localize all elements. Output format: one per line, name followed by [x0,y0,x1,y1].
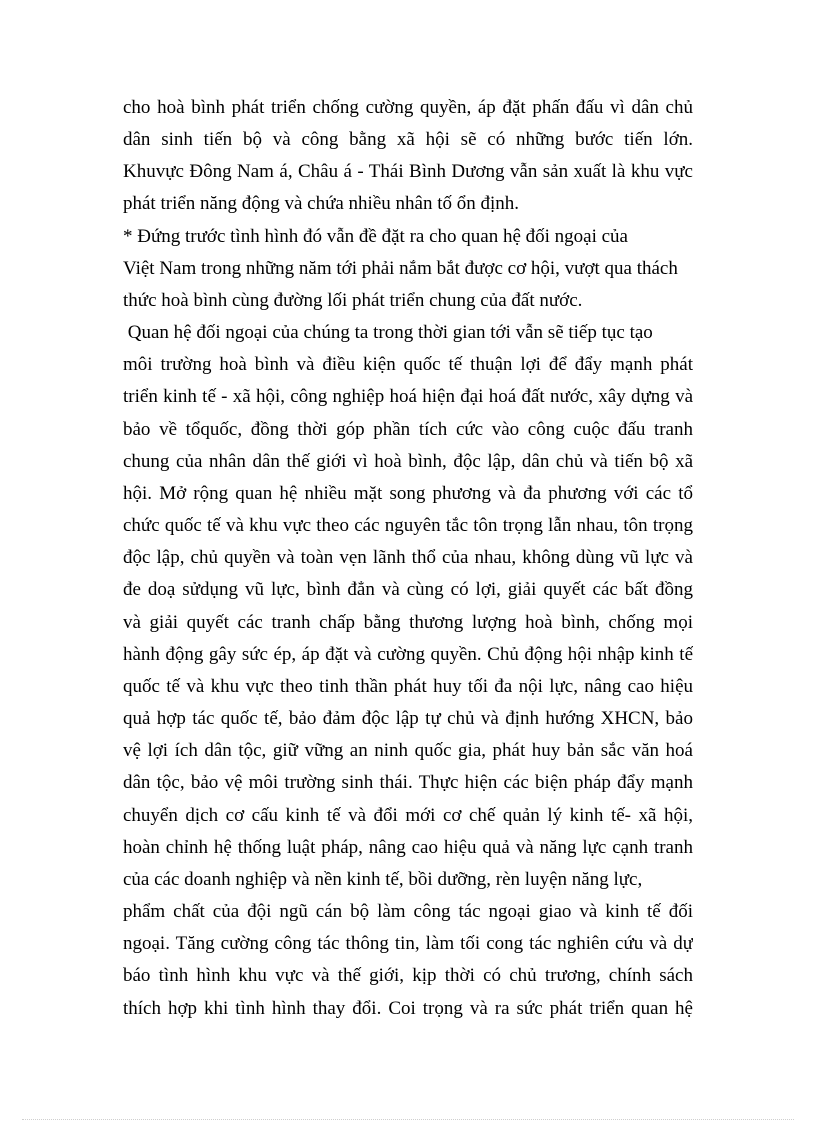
page-bottom-border [22,1119,794,1120]
text-line: Việt Nam trong những năm tới phải nắm bắt được cơ hội, vượt qua thách [123,258,678,279]
text-line: và giải quyết các tranh chấp bằng thương lượng hoà bình, chống mọi [123,612,693,633]
text-line: hoàn chỉnh hệ thống luật pháp, nâng cao hiệu quả và năng lực cạnh tranh [123,837,693,858]
text-line: chuyển dịch cơ cấu kinh tế và đổi mới cơ chế quản lý kinh tế- xã hội, [123,805,693,826]
text-line: phẩm chất của đội ngũ cán bộ làm công tác ngoại giao và kinh tế đối [123,901,693,922]
text-line: độc lập, chủ quyền và toàn vẹn lãnh thổ của nhau, không dùng vũ lực và [123,547,693,568]
text-line: dân tộc, bảo vệ môi trường sinh thái. Thực hiện các biện pháp đẩy mạnh [123,772,693,793]
text-line: Quan hệ đối ngoại của chúng ta trong thời gian tới vẫn sẽ tiếp tục tạo [123,322,653,343]
text-line: báo tình hình khu vực và thế giới, kịp thời có chủ trương, chính sách [123,965,693,986]
text-line: môi trường hoà bình và điều kiện quốc tế thuận lợi để đẩy mạnh phát [123,354,693,375]
text-line: hội. Mở rộng quan hệ nhiều mặt song phương và đa phương với các tổ [123,483,693,504]
text-line: * Đứng trước tình hình đó vẫn đề đặt ra cho quan hệ đối ngoại của [123,226,628,247]
text-line: đe doạ sửdụng vũ lực, bình đẳn và cùng có lợi, giải quyết các bất đồng [123,579,693,600]
text-line: của các doanh nghiệp và nền kinh tế, bồi dưỡng, rèn luyện năng lực, [123,869,643,890]
text-line: quốc tế và khu vực theo tinh thần phát huy tối đa nội lực, nâng cao hiệu [123,676,693,697]
text-line: phát triển năng động và chứa nhiều nhân tố ổn định. [123,193,520,214]
text-line: thích hợp khi tình hình thay đổi. Coi trọng và ra sức phát triển quan hệ [123,998,693,1019]
text-line: hành động gây sức ép, áp đặt và cường quyền. Chủ động hội nhập kinh tế [123,644,693,665]
text-line: chức quốc tế và khu vực theo các nguyên tắc tôn trọng lẫn nhau, tôn trọng [123,515,693,536]
text-line: bảo về tổquốc, đồng thời góp phần tích cức vào công cuộc đấu tranh [123,419,693,440]
text-line: quả hợp tác quốc tế, bảo đảm độc lập tự chủ và định hướng XHCN, bảo [123,708,693,729]
text-line: chung của nhân dân thế giới vì hoà bình, độc lập, dân chủ và tiến bộ xã [123,451,693,472]
text-line: thức hoà bình cùng đường lối phát triển chung của đất nước. [123,290,583,311]
text-line: triển kinh tế - xã hội, công nghiệp hoá hiện đại hoá đất nước, xây dựng và [123,386,693,407]
text-line: dân sinh tiến bộ và công bằng xã hội sẽ có những bước tiến lớn. [123,129,693,150]
text-line: Khuvực Đông Nam á, Châu á - Thái Bình Dương vẫn sản xuất là khu vực [123,161,693,182]
text-line: ngoại. Tăng cường công tác thông tin, làm tối cong tác nghiên cứu và dự [123,933,693,954]
text-line: vệ lợi ích dân tộc, giữ vững an ninh quốc gia, phát huy bản sắc văn hoá [123,740,693,761]
text-line: cho hoà bình phát triển chống cường quyền, áp đặt phấn đấu vì dân chủ [123,97,693,118]
